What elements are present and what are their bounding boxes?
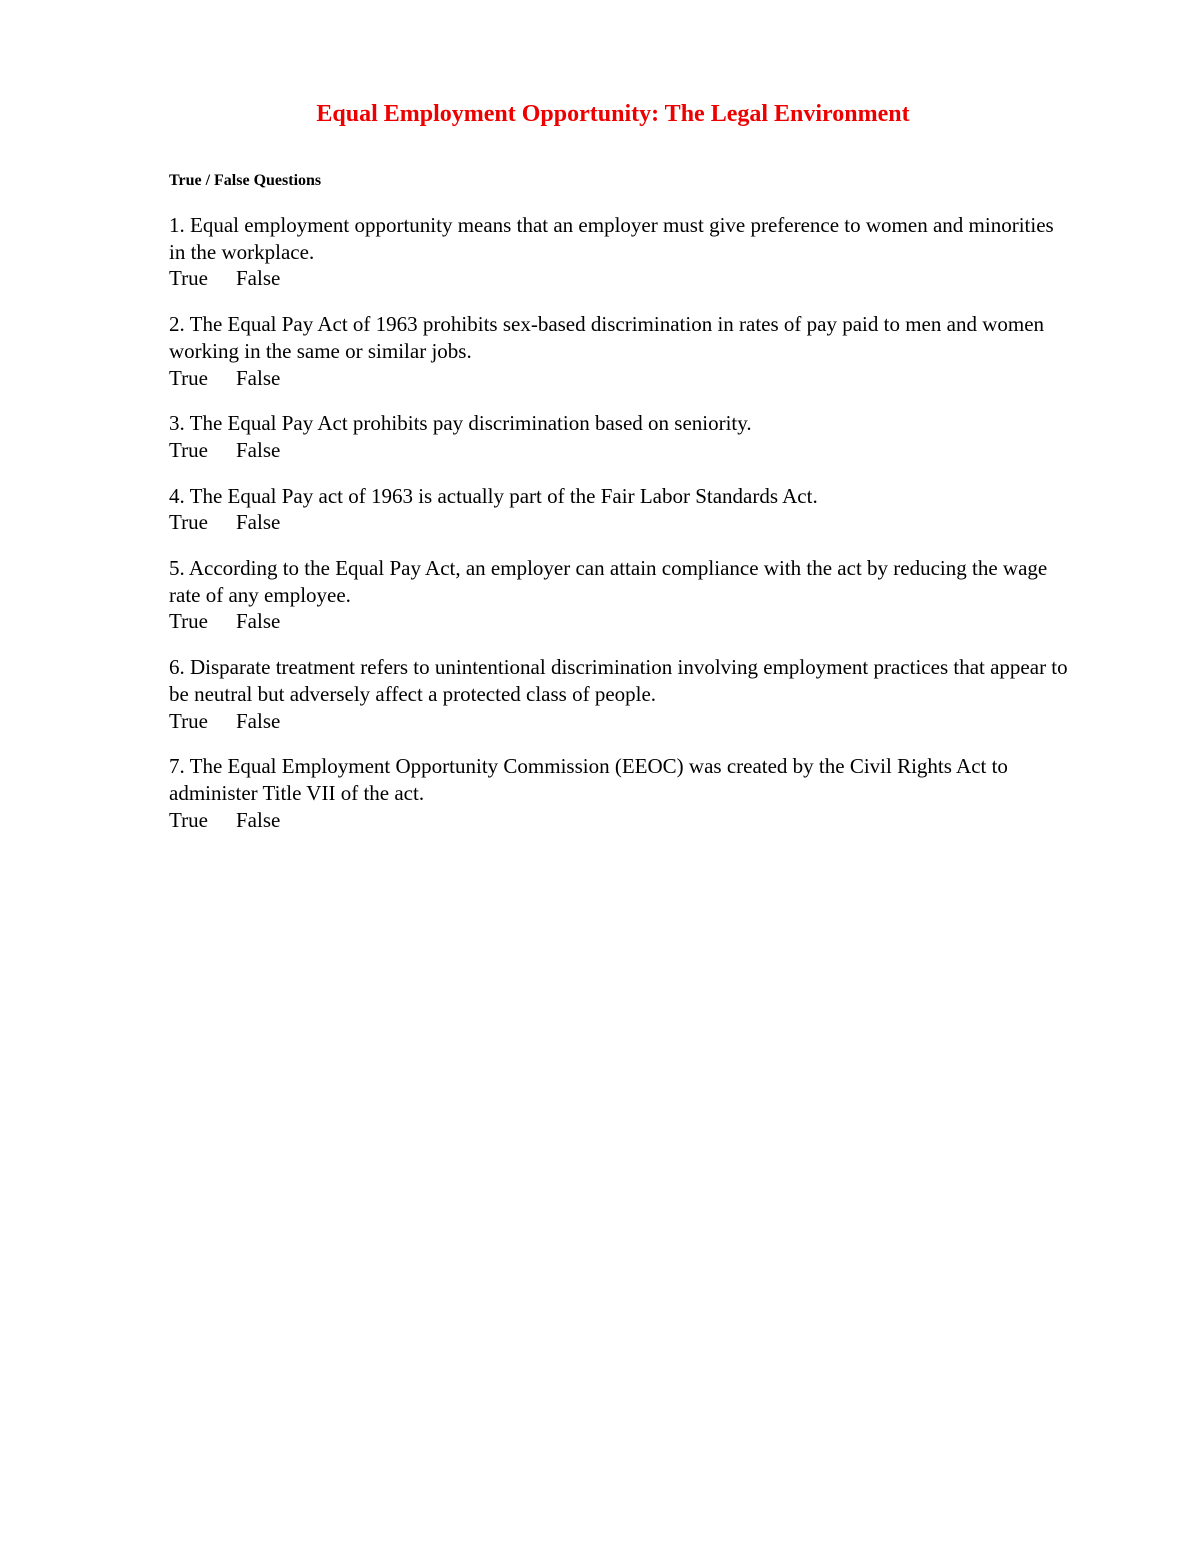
answer-true-option[interactable]: True (169, 510, 208, 535)
question-text: 4. The Equal Pay act of 1963 is actually part of the Fair Labor Standards Act. (169, 483, 818, 508)
question-7 (169, 753, 1069, 833)
answer-options (169, 807, 1069, 834)
question-2 (169, 311, 1069, 391)
answer-false-option[interactable]: False (236, 437, 281, 462)
answer-options (169, 437, 1069, 464)
question-6 (169, 654, 1069, 734)
question-4 (169, 483, 1069, 536)
question-3 (169, 410, 1069, 463)
answer-false-option[interactable]: False (236, 708, 281, 733)
question-list (169, 212, 1069, 852)
answer-true-option[interactable]: True (169, 437, 208, 462)
answer-false-option[interactable]: False (236, 266, 281, 291)
section-heading: True / False Questions (169, 172, 322, 189)
answer-true-option[interactable]: True (169, 807, 208, 832)
answer-options (169, 265, 1069, 292)
answer-options (169, 708, 1069, 735)
answer-options (169, 365, 1069, 392)
document-title: Equal Employment Opportunity: The Legal Environment (316, 101, 910, 127)
answer-false-option[interactable]: False (236, 807, 281, 832)
question-1 (169, 212, 1069, 292)
answer-options (169, 608, 1069, 635)
answer-true-option[interactable]: True (169, 365, 208, 390)
question-text: 1. Equal employment opportunity means that an employer must give preference to women and minorities in the workplace. (169, 213, 1054, 264)
answer-options (169, 509, 1069, 536)
question-text: 2. The Equal Pay Act of 1963 prohibits sex-based discrimination in rates of pay paid to men and women working in the same or similar jobs. (169, 312, 1045, 363)
question-text: 6. Disparate treatment refers to unintentional discrimination involving employment practices that appear to be neutral but adversely affect a protected class of people. (169, 655, 1068, 706)
question-text: 5. According to the Equal Pay Act, an employer can attain compliance with the act by reducing the wage rate of any employee. (169, 556, 1048, 607)
answer-true-option[interactable]: True (169, 708, 208, 733)
answer-true-option[interactable]: True (169, 609, 208, 634)
answer-false-option[interactable]: False (236, 365, 281, 390)
answer-true-option[interactable]: True (169, 266, 208, 291)
question-text: 7. The Equal Employment Opportunity Commission (EEOC) was created by the Civil Rights Act to administer Title VII of the act. (169, 754, 1008, 805)
question-5 (169, 555, 1069, 635)
answer-false-option[interactable]: False (236, 510, 281, 535)
question-text: 3. The Equal Pay Act prohibits pay discrimination based on seniority. (169, 411, 752, 436)
answer-false-option[interactable]: False (236, 609, 281, 634)
